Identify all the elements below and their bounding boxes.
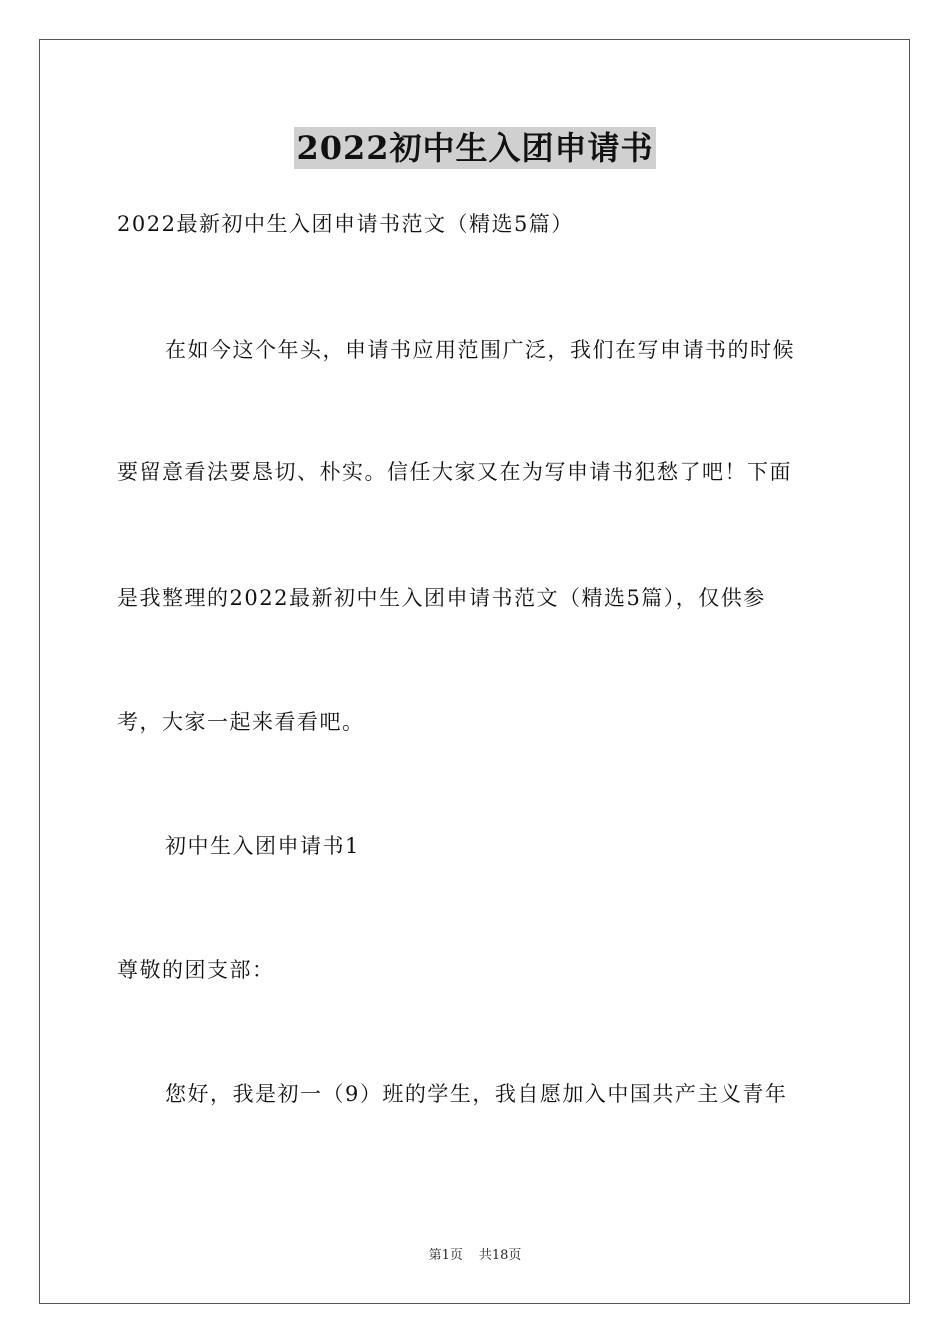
document-title: 2022初中生入团申请书 [296,129,654,167]
body-line: 您好，我是初一（9）班的学生，我自愿加入中国共产主义青年 [165,1082,788,1106]
salutation: 尊敬的团支部： [117,958,275,982]
paragraph-line-1: 在如今这个年头，申请书应用范围广泛，我们在写申请书的时候 [165,338,795,362]
page-number-current: 第1页 [428,1248,463,1263]
title-container [0,127,950,169]
paragraph-line-2: 要留意看法要恳切、朴实。信任大家又在为写申请书犯愁了吧！下面 [117,460,792,484]
document-subtitle: 2022最新初中生入团申请书范文（精选5篇） [117,212,574,236]
section-heading: 初中生入团申请书1 [165,834,360,858]
page-footer [0,1247,950,1265]
paragraph-line-4: 考，大家一起来看看吧。 [117,710,365,734]
paragraph-line-3: 是我整理的2022最新初中生入团申请书范文（精选5篇），仅供参 [117,586,766,610]
page-number-total: 共18页 [478,1248,522,1263]
